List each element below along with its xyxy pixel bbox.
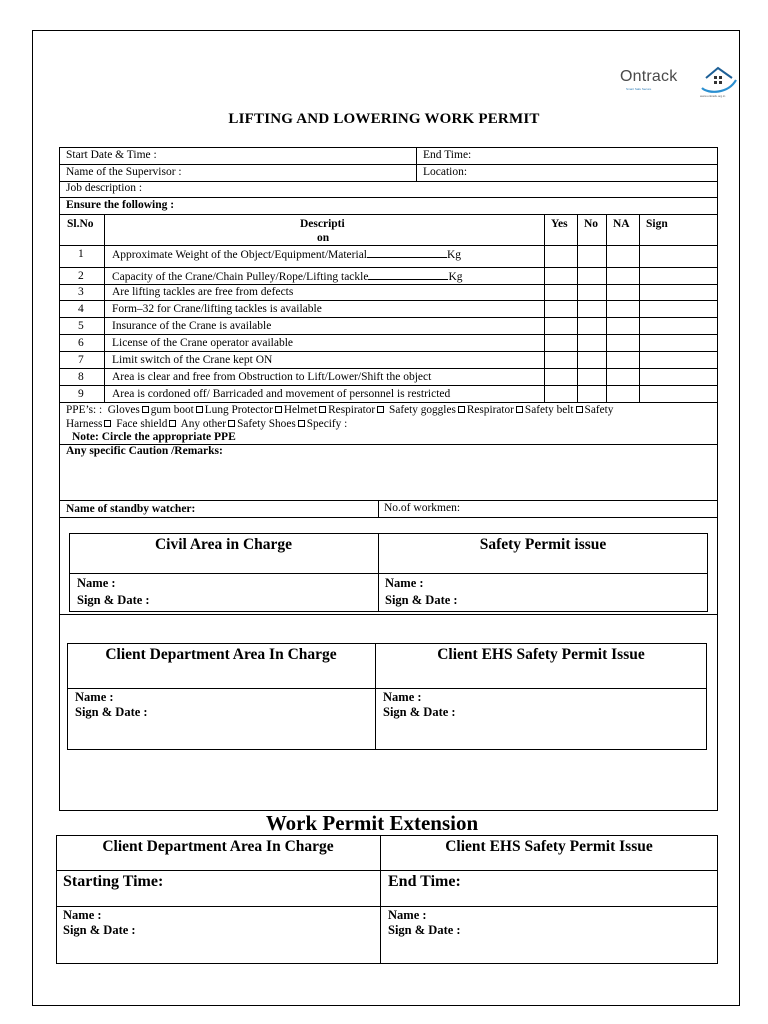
checkbox-icon <box>142 406 149 413</box>
standby-watcher-label: Name of standby watcher: <box>66 503 196 515</box>
civil-area-title: Civil Area in Charge <box>154 536 293 553</box>
ext-end-time-label: End Time: <box>388 873 461 890</box>
checkbox-icon <box>458 406 465 413</box>
row-9-text: Area is cordoned off/ Barricaded and movement of personnel is restricted <box>112 388 451 400</box>
supervisor-label: Name of the Supervisor : <box>66 166 182 178</box>
safety-sign-label: Sign & Date : <box>385 593 458 607</box>
row-4-text: Form–32 for Crane/lifting tackles is available <box>112 303 322 315</box>
checkbox-icon <box>298 420 305 427</box>
ppe-note: Note: Circle the appropriate PPE <box>72 431 236 443</box>
remarks-label: Any specific Caution /Remarks: <box>66 445 223 457</box>
logo-name: Ontrack <box>620 68 678 85</box>
checkbox-icon <box>169 420 176 427</box>
starting-time-label: Starting Time: <box>63 873 164 890</box>
row-1-text: Approximate Weight of the Object/Equipment/Material Kg <box>112 249 462 261</box>
end-time-label: End Time: <box>423 149 472 161</box>
house-swoosh-icon <box>698 64 738 94</box>
col-sign: Sign <box>646 218 668 230</box>
safety-permit-title: Safety Permit issue <box>479 536 607 553</box>
col-description-cont: on <box>317 232 330 244</box>
ext-right-sign-label: Sign & Date : <box>388 923 461 937</box>
row-6-text: License of the Crane operator available <box>112 337 294 349</box>
checkbox-icon <box>228 420 235 427</box>
ontrack-logo <box>620 64 740 104</box>
ppe-line-2: Harness Face shield Any other Safety Shoes Specify : <box>66 418 348 430</box>
col-no: No <box>584 218 599 230</box>
civil-sign-label: Sign & Date : <box>77 593 150 607</box>
row-6-no: 6 <box>78 337 84 349</box>
safety-name-label: Name : <box>385 576 424 590</box>
location-label: Location: <box>423 166 468 178</box>
ext-right-name-label: Name : <box>388 908 427 922</box>
workmen-label: No.of workmen: <box>384 502 461 514</box>
extension-title: Work Permit Extension <box>265 811 479 835</box>
page-title: LIFTING AND LOWERING WORK PERMIT <box>228 111 540 127</box>
ext-left-name-label: Name : <box>63 908 102 922</box>
ext-client-dept-title: Client Department Area In Charge <box>102 838 334 855</box>
col-na: NA <box>613 218 630 230</box>
client-name-label: Name : <box>75 690 114 704</box>
row-3-no: 3 <box>78 286 84 298</box>
row-5-text: Insurance of the Crane is available <box>112 320 272 332</box>
logo-url: www.ontrack.org.in <box>700 94 726 98</box>
row-2-no: 2 <box>78 270 84 282</box>
row-1-no: 1 <box>78 248 84 260</box>
row-9-no: 9 <box>78 388 84 400</box>
ehs-name-label: Name : <box>383 690 422 704</box>
ehs-sign-label: Sign & Date : <box>383 705 456 719</box>
row-8-text: Area is clear and free from Obstruction to Lift/Lower/Shift the object <box>112 371 432 383</box>
ext-left-sign-label: Sign & Date : <box>63 923 136 937</box>
col-yes: Yes <box>551 218 568 230</box>
start-date-label: Start Date & Time : <box>66 149 157 161</box>
logo-tagline: Smart Safe Secure <box>626 87 652 91</box>
ensure-heading: Ensure the following : <box>66 199 175 211</box>
checkbox-icon <box>275 406 282 413</box>
checkbox-icon <box>319 406 326 413</box>
checkbox-icon <box>516 406 523 413</box>
col-description: Descripti <box>300 218 345 230</box>
col-slno: Sl.No <box>67 218 94 230</box>
checkbox-icon <box>377 406 384 413</box>
checkbox-icon <box>104 420 111 427</box>
row-5-no: 5 <box>78 320 84 332</box>
ppe-line-1: PPE’s: : Gloves gum boot Lung Protector Helmet Respirator Safety goggles Respirator Safety belt Safety <box>66 404 614 416</box>
civil-name-label: Name : <box>77 576 116 590</box>
row-7-text: Limit switch of the Crane kept ON <box>112 354 273 366</box>
row-4-no: 4 <box>78 303 84 315</box>
ext-client-ehs-title: Client EHS Safety Permit Issue <box>445 838 653 855</box>
checkbox-icon <box>576 406 583 413</box>
client-sign-label: Sign & Date : <box>75 705 148 719</box>
row-8-no: 8 <box>78 371 84 383</box>
row-2-text: Capacity of the Crane/Chain Pulley/Rope/Lifting tackle Kg <box>112 271 463 283</box>
client-dept-title: Client Department Area In Charge <box>105 646 337 663</box>
row-3-text: Are lifting tackles are free from defects <box>112 286 294 298</box>
checkbox-icon <box>196 406 203 413</box>
job-description-label: Job description : <box>66 182 143 194</box>
row-7-no: 7 <box>78 354 84 366</box>
client-ehs-title: Client EHS Safety Permit Issue <box>437 646 645 663</box>
